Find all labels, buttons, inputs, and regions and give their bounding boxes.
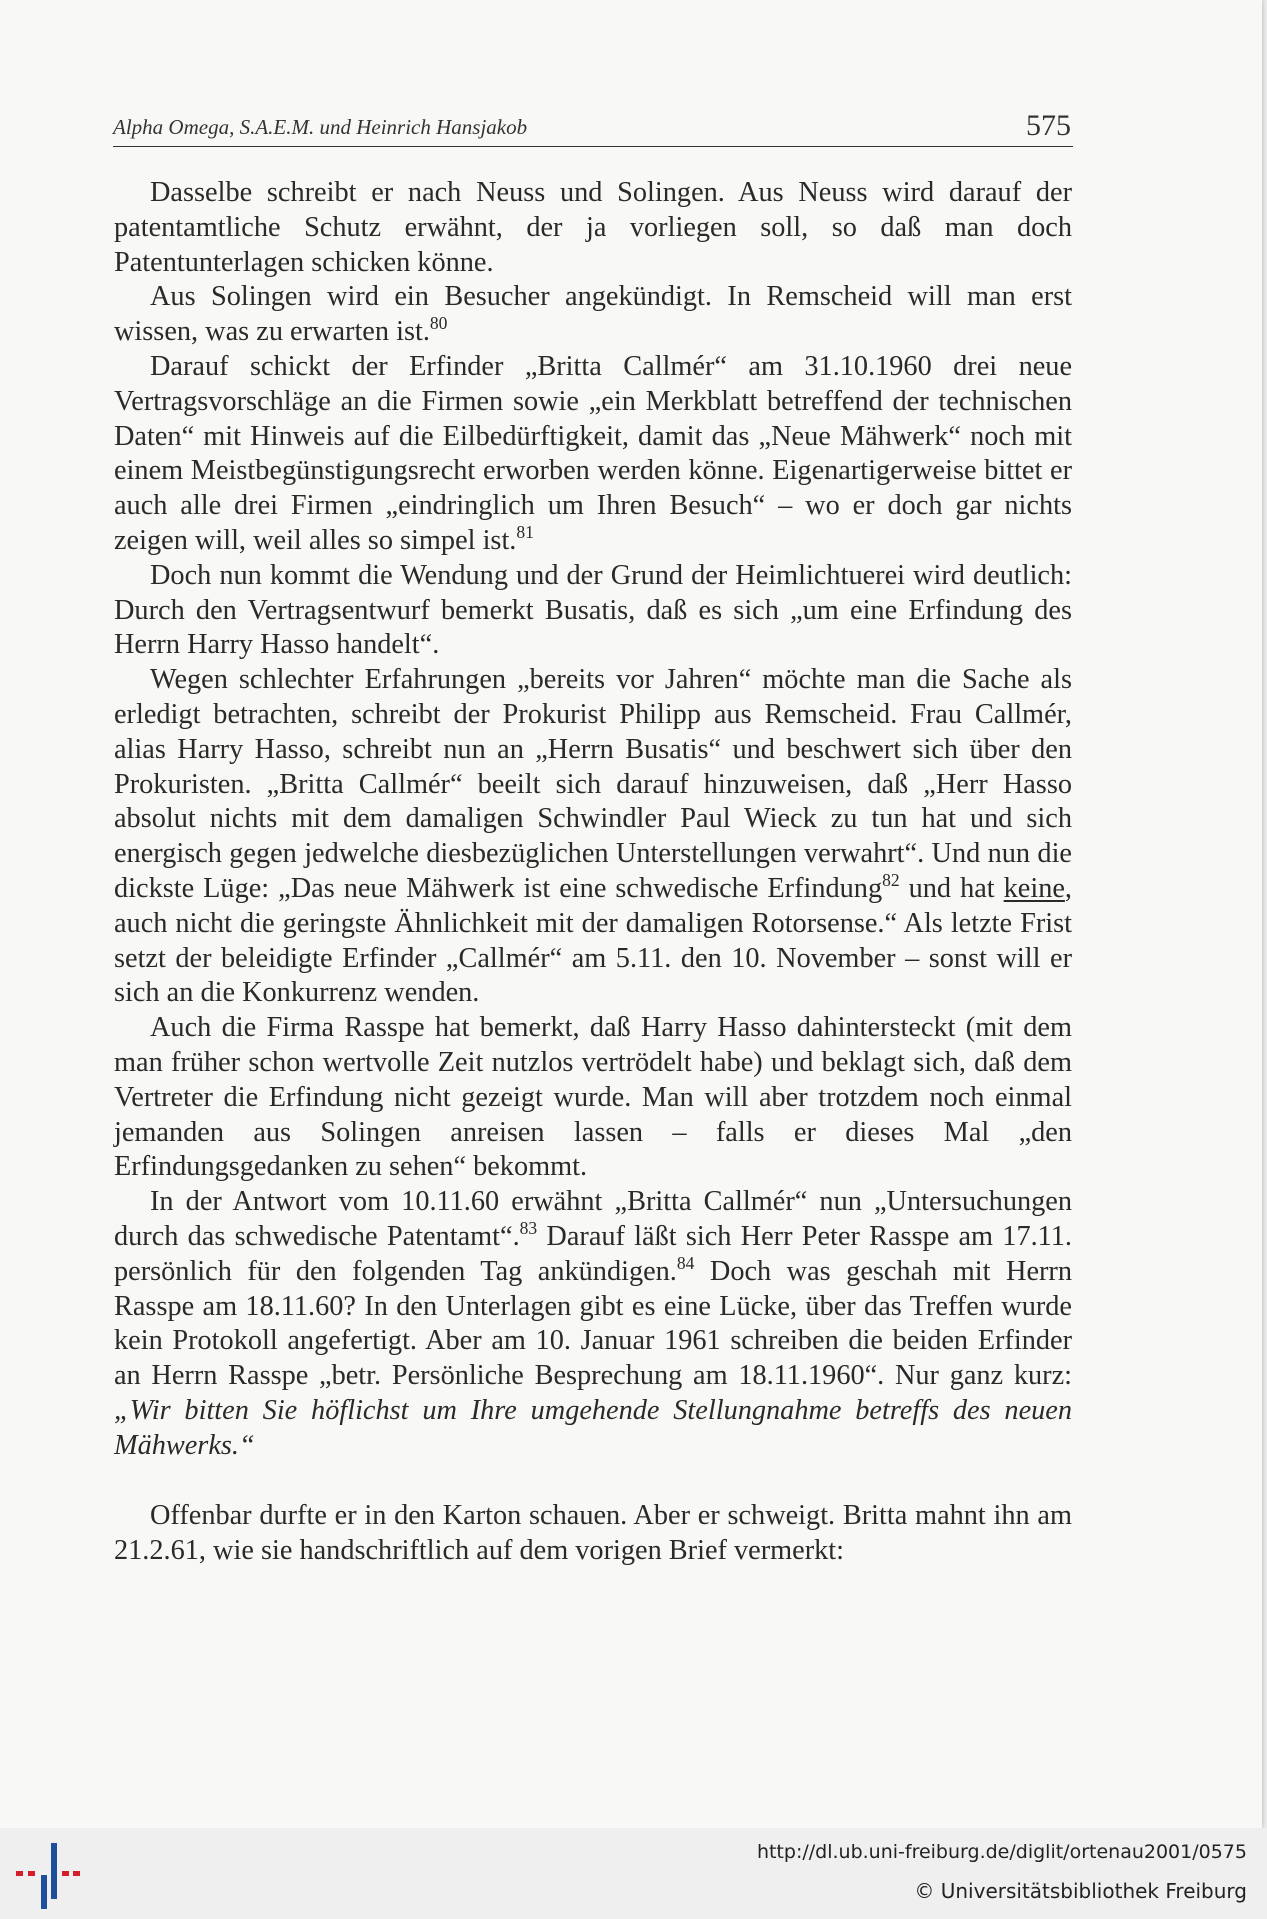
paragraph-3: Darauf schickt der Erfinder „Britta Callmér“ am 31.10.1960 drei neue Vertragsvorschläge an die Firmen sowie „ein Merkblatt betreffend der technischen Daten“ mit Hinweis auf die Eilbedürftigkeit, damit das „Neue Mähwerk“ noch mit einem Meistbegünstigungsrecht erworben werden könne. Eigenartigerweise bittet er auch alle drei Firmen „eindringlich um Ihren Besuch“ – wo er doch gar nichts zeigen will, weil alles so simpel ist.$^{81}$ xyxy=(114,350,1072,556)
paragraph-5: Wegen schlechter Erfahrungen „bereits vor Jahren“ möchte man die Sache als erledigt betrachten, schreibt der Prokurist Philipp aus Remscheid. Frau Callmér, alias Harry Hasso, schreibt nun an „Herrn Busatis“ und beschwert sich über den Prokuristen. „Britta Callmér“ beeilt sich darauf hinzuweisen, daß „Herr Hasso absolut nichts mit dem damaligen Schwindler Paul Wieck zu tun hat und sich energisch gegen jedwelche diesbezüglichen Unterstellungen verwahrt“. Und nun die dickste Lüge: „Das neue Mähwerk ist eine schwedische Erfindung$^{82}$ und hat keine, auch nicht die geringste Ähnlichkeit mit der damaligen Rotorsense.“ Als letzte Frist setzt der beleidigte Erfinder „Callmér“ am 5.11. den 10. November – sonst will er sich an die Konkurrenz wenden. xyxy=(114,664,1072,1009)
footnote-ref-81[interactable]: 81 xyxy=(516,522,534,543)
paragraph-7: In der Antwort vom 10.11.60 erwähnt „Britta Callmér“ nun „Untersuchungen durch das schwedische Patentamt“.$^{83}$ Darauf läßt sich Herr Peter Rasspe am 17.11. persönlich für den folgenden Tag ankündigen.$^{84}$ Doch was geschah mit Herrn Rasspe am 18.11.60? In den Unterlagen gibt es eine Lücke, über das Treffen wurde kein Protokoll angefertigt. Aber am 10. Januar 1961 schreiben die beiden Erfinder an Herrn Rasspe „betr. Persönliche Besprechung am 18.11.1960“. Nur ganz kurz: „Wir bitten Sie höflichst um Ihre umgehende Stellungnahme betreffs des neuen Mähwerks.“ xyxy=(114,1186,1072,1461)
footnote-ref-83[interactable]: 83 xyxy=(519,1218,538,1239)
ub-freiburg-logo-icon[interactable] xyxy=(14,1839,80,1909)
underlined-word: keine xyxy=(1003,872,1065,904)
paragraph-6: Auch die Firma Rasspe hat bemerkt, daß Harry Hasso dahintersteckt (mit dem man früher schon wertvolle Zeit nutzlos vertrödelt habe) und beklagt sich, daß dem Vertreter die Erfindung nicht gezeigt wurde. Man will aber trotzdem noch einmal jemanden aus Solingen anreisen lassen – falls er dieses Mal „den Erfindungsgedanken zu sehen“ bekommt. xyxy=(114,1012,1072,1183)
footnote-ref-84[interactable]: 84 xyxy=(676,1252,695,1273)
paragraph-1: Dasselbe schreibt er nach Neuss und Solingen. Aus Neuss wird darauf der patentamtliche Schutz erwähnt, der ja vorliegen soll, so daß man doch Patentunterlagen schicken könne. xyxy=(114,177,1072,278)
paragraph-8: Offenbar durfte er in den Karton schauen. Aber er schweigt. Britta mahnt ihn am 21.2.61, wie sie handschriftlich auf dem vorigen Brief vermerkt: xyxy=(114,1500,1072,1567)
footnote-ref-82[interactable]: 82 xyxy=(882,870,900,891)
running-title: Alpha Omega, S.A.E.M. und Heinrich Hansjakob xyxy=(113,115,528,139)
paragraph-4: Doch nun kommt die Wendung und der Grund der Heimlichtuerei wird deutlich: Durch den Vertragsentwurf bemerkt Busatis, daß es sich „um eine Erfindung des Herrn Harry Hasso handelt“. xyxy=(114,559,1072,661)
source-url-link[interactable]: http://dl.ub.uni-freiburg.de/diglit/ortenau2001/0575 xyxy=(756,1841,1247,1863)
body-text xyxy=(114,176,1072,1569)
italic-quote: „Wir bitten Sie höflichst um Ihre umgehende Stellungnahme betreffs des neuen Mähwerks.“ xyxy=(114,1394,1072,1461)
copyright-notice: © Universitätsbibliothek Freiburg xyxy=(914,1879,1247,1903)
footnote-ref-80[interactable]: 80 xyxy=(429,313,448,334)
paragraph-2: Aus Solingen wird ein Besucher angekündigt. In Remscheid will man erst wissen, was zu erwarten ist.$^{80}$ xyxy=(114,281,1072,348)
running-header xyxy=(113,106,1073,147)
page-number: 575 xyxy=(1026,109,1071,142)
